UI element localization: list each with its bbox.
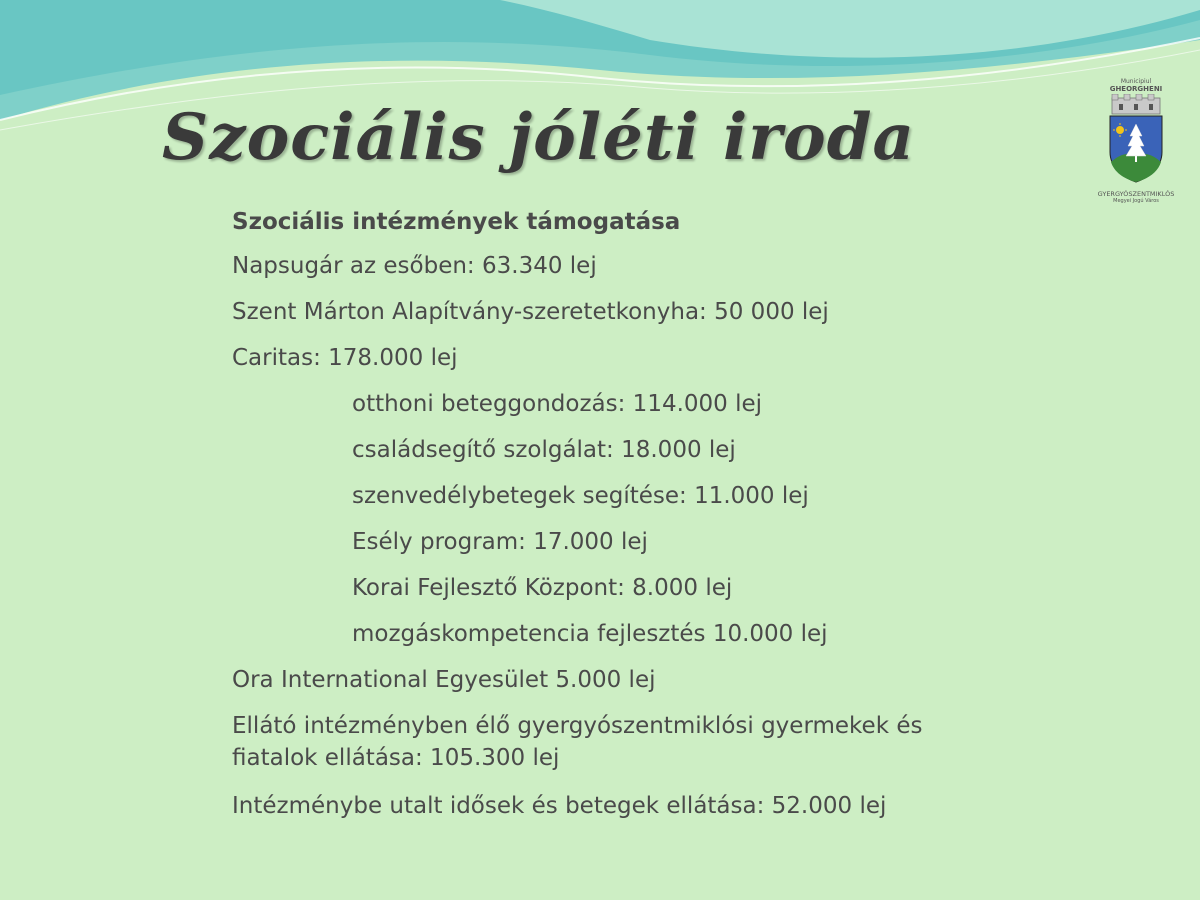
emblem-bottom-name: GYERGYÓSZENTMIKLÓS xyxy=(1097,190,1175,198)
sub-list-item: családsegítő szolgálat: 18.000 lej xyxy=(352,437,736,463)
list-item: Caritas: 178.000 lej xyxy=(232,345,458,371)
sub-list-item: szenvedélybetegek segítése: 11.000 lej xyxy=(352,483,809,509)
sub-list-item: Korai Fejlesztő Központ: 8.000 lej xyxy=(352,575,733,601)
emblem-top-name: GHEORGHENI xyxy=(1109,85,1163,93)
city-emblem xyxy=(1096,78,1176,208)
list-item: Ellátó intézményben élő gyergyószentmiklósi gyermekek és fiatalok ellátása: 105.300 lej xyxy=(232,713,923,771)
slide-body xyxy=(232,206,992,836)
list-item: Napsugár az esőben: 63.340 lej xyxy=(232,253,597,279)
sub-list-item: otthoni beteggondozás: 114.000 lej xyxy=(352,391,763,417)
slide-title: Szociális jóléti iroda xyxy=(162,100,915,175)
emblem-top-small: Municipiul xyxy=(1120,78,1152,85)
list-item: Intézménybe utalt idősek és betegek ellátása: 52.000 lej xyxy=(232,793,887,819)
list-item: Ora International Egyesület 5.000 lej xyxy=(232,667,656,693)
list-heading: Szociális intézmények támogatása xyxy=(232,209,681,235)
list-item: Szent Márton Alapítvány-szeretetkonyha: 50 000 lej xyxy=(232,299,829,325)
sub-list-item: Esély program: 17.000 lej xyxy=(352,529,648,555)
emblem-bottom-small: Megyei Jogú Város xyxy=(1113,198,1159,204)
sub-list-item: mozgáskompetencia fejlesztés 10.000 lej xyxy=(352,621,828,647)
coat-of-arms-icon xyxy=(1106,94,1166,184)
